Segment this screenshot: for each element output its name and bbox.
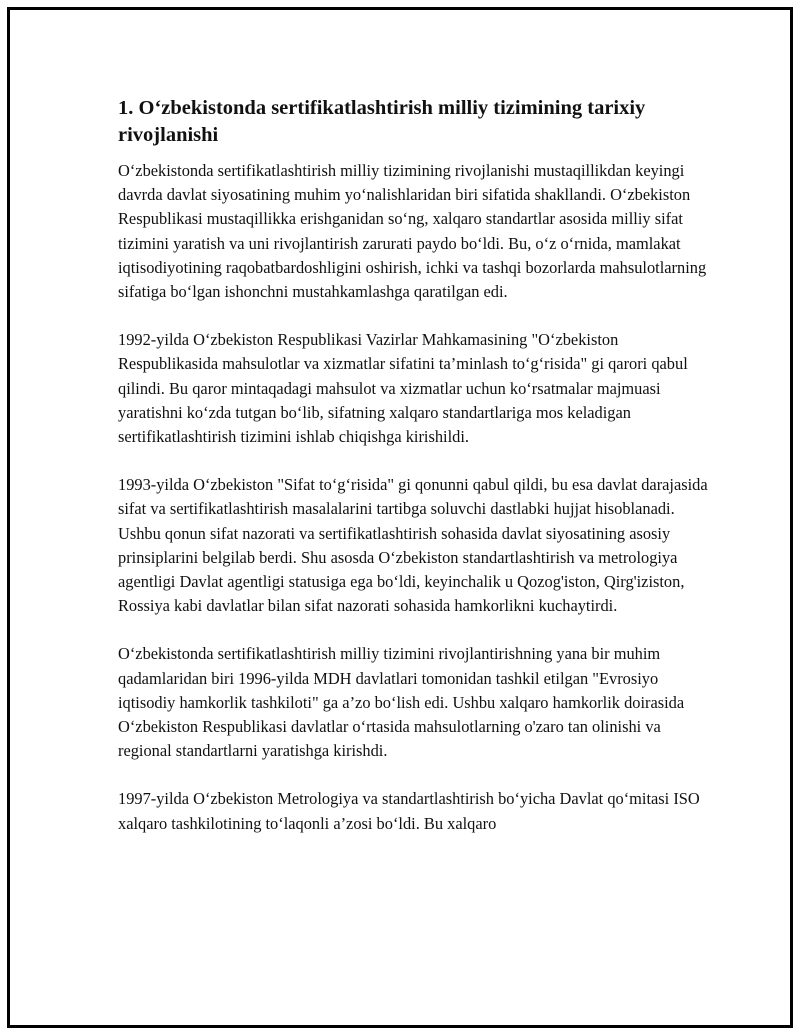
paragraph-1996: O‘zbekistonda sertifikatlashtirish milliy tizimini rivojlantirishning yana bir muhim qadamlaridan biri 1996-yilda MDH davlatlari tomonidan tashkil etilgan "Evrosiyo iqtisodiy hamkorlik tashkiloti" ga a’zo bo‘lish edi. Ushbu xalqaro hamkorlik doirasida O‘zbekiston Respublikasi davlatlar o‘rtasida mahsulotlarning o'zaro tan olinishi va regional standartlarni yaratishga kirishdi. bbox=[118, 644, 685, 761]
paragraph-intro: O‘zbekistonda sertifikatlashtirish milliy tizimining rivojlanishi mustaqillikdan keyingi davrda davlat siyosatining muhim yo‘nalishlaridan biri sifatida shakllandi. O‘zbekiston Respublikasi mustaqillikka erishganidan so‘ng, xalqaro standartlar asosida milliy sifat tizimini yaratish va uni rivojlantirish zarurati paydo bo‘ldi. Bu, o‘z o‘rnida, mamlakat iqtisodiyotining raqobatbardoshligini oshirish, ichki va tashqi bozorlarda mahsulotlarning sifatiga bo‘lgan ishonchni mustahkamlashga qaratilgan edi. bbox=[118, 161, 707, 302]
document-body bbox=[118, 95, 708, 860]
section-heading: 1. O‘zbekistonda sertifikatlashtirish milliy tizimining tarixiy rivojlanishi bbox=[118, 97, 646, 146]
paragraph-1993: 1993-yilda O‘zbekiston "Sifat to‘g‘risida" gi qonunni qabul qildi, bu esa davlat darajasida sifat va sertifikatlashtirish masalalarini tartibga soluvchi dastlabki hujjat hisoblanadi. Ushbu qonun sifat nazorati va sertifikatlashtirish sohasida davlat siyosatining asosiy prinsiplarini belgilab berdi. Shu asosda O‘zbekiston standartlashtirish va metrologiya agentligi Davlat agentligi statusiga ega bo‘ldi, keyinchalik u Qozog'iston, Qirg'iziston, Rossiya kabi davlatlar bilan sifat nazorati sohasida hamkorlikni kuchaytirdi. bbox=[118, 475, 708, 616]
paragraph-1997: 1997-yilda O‘zbekiston Metrologiya va standartlashtirish bo‘yicha Davlat qo‘mitasi ISO xalqaro tashkilotining to‘laqonli a’zosi bo‘ldi. Bu xalqaro bbox=[118, 789, 700, 833]
page-frame bbox=[7, 7, 793, 1028]
paragraph-1992: 1992-yilda O‘zbekiston Respublikasi Vazirlar Mahkamasining "O‘zbekiston Respublikasida mahsulotlar va xizmatlar sifatini ta’minlash to‘g‘risida" gi qarori qabul qilindi. Bu qaror mintaqadagi mahsulot va xizmatlar uchun ko‘rsatmalar majmuasi yaratishni ko‘zda tutgan bo‘lib, sifatning xalqaro standartlariga mos keladigan sertifikatlashtirish tizimini ishlab chiqishga kirishildi. bbox=[118, 330, 688, 447]
